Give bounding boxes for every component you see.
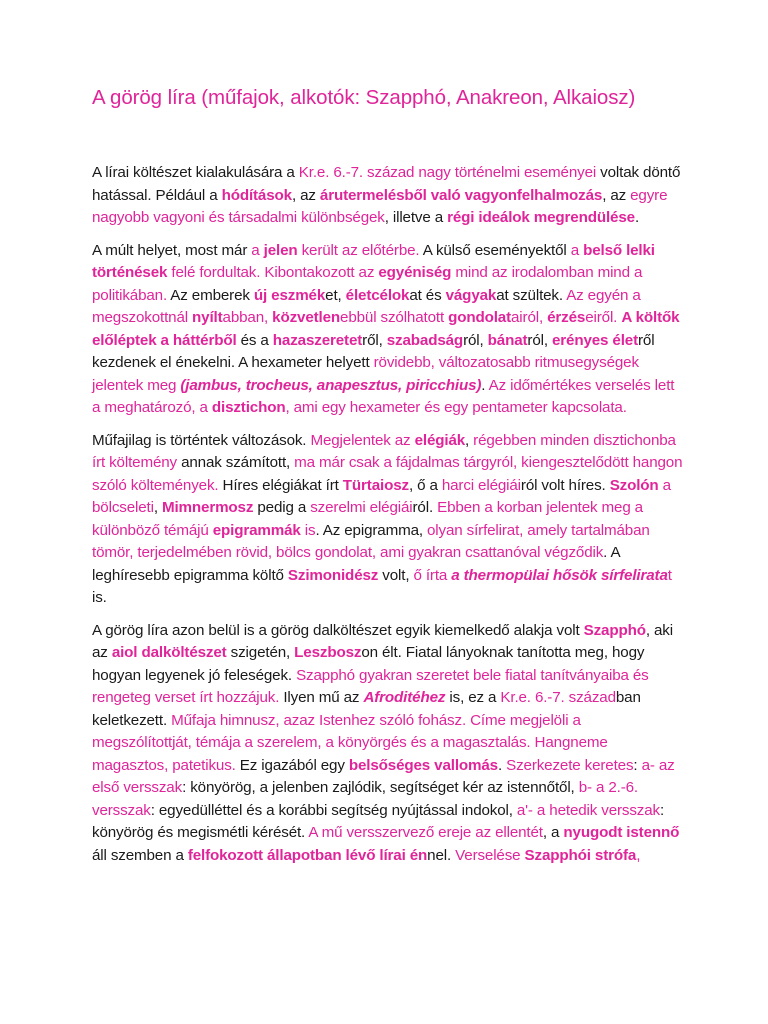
paragraph (92, 620, 684, 868)
paragraph (92, 430, 684, 610)
highlighted-text-run: olyan sírfelirat, amely tartalmában tömör, terjedelmében rövid, bölcs gondolat, ami gyakran csattanóval végződik (92, 521, 650, 561)
text-run: at szültek. (496, 286, 567, 304)
highlighted-text-run: gondolat (448, 309, 512, 326)
text-run: ről kezdenek el énekelni. A hexameter helyett (92, 331, 655, 371)
highlighted-text-run: Szerkezete keretes (506, 756, 634, 774)
page-title: A görög líra (műfajok, alkotók: Szapphó, Anakreon, Alkaiosz) (92, 86, 636, 109)
highlighted-text-run: b- a 2.-6. versszak (92, 779, 638, 819)
highlighted-text-run: felé fordultak. Kibontakozott az (167, 264, 379, 281)
text-run: : (633, 756, 642, 774)
highlighted-text-run: Türtaiosz (342, 476, 409, 494)
highlighted-text-run: Szapphó gyakran szeretet bele fiatal tanítványaiba és rengeteg verset írt hozzájuk. (92, 666, 649, 706)
highlighted-text-run: a- az első versszak (92, 756, 675, 796)
text-run: ról volt híres. (520, 476, 610, 494)
highlighted-text-run: új eszmék (253, 286, 326, 304)
highlighted-text-run: szabadság (386, 331, 464, 349)
highlighted-text-run: egyre nagyobb vagyoni és társadalmi különbségek (92, 186, 668, 226)
highlighted-text-run: airól, (511, 309, 548, 326)
highlighted-text-run: Mimnermosz (161, 499, 254, 516)
highlighted-text-run: felfokozott állapotban lévő lírai én (187, 846, 428, 864)
text-run: et, (325, 286, 346, 304)
text-run: is, ez a (445, 689, 501, 706)
highlighted-text-run: ebbül szólhatott (340, 309, 449, 326)
text-run: áll szemben a (92, 846, 188, 864)
text-run: Híres elégiákat írt (218, 476, 343, 494)
highlighted-text-run: harci elégiái (441, 476, 521, 494)
highlighted-text-run: belső lelki történések (92, 241, 655, 281)
highlighted-text-run: A mű versszervező ereje az ellentét (308, 824, 543, 841)
text-run: voltak döntő hatással. Például a (92, 164, 681, 204)
highlighted-text-run: erényes élet (551, 331, 638, 349)
text-run: ról, (463, 331, 488, 349)
text-run: , illetve a (384, 209, 448, 226)
text-run: Ilyen mű az (279, 689, 364, 706)
highlighted-text-run: Megjelentek az (310, 431, 415, 449)
highlighted-text-run: Műfaja himnusz, azaz Istenhez szóló fohász. Címe megjelöli a megszólítottját, témája a szerelem, a könyörgés és a magasztalás. Hangneme magasztos, patetikus. (92, 711, 608, 774)
highlighted-text-run: Afroditéhez (363, 689, 446, 706)
text-run: és a (236, 331, 273, 349)
text-run: . Az epigramma, (315, 521, 428, 539)
text-run: is. (92, 589, 107, 606)
highlighted-text-run: nyílt (192, 309, 223, 326)
highlighted-text-run: t (667, 566, 672, 584)
paragraph (92, 240, 684, 420)
highlighted-text-run: hazaszeretet (272, 331, 363, 349)
text-run: , az (602, 186, 631, 204)
text-run: ról, (527, 331, 552, 349)
highlighted-text-run: Az egyén a megszokottnál (92, 286, 641, 326)
highlighted-text-run: mind az irodalomban mind a politikában. (92, 264, 643, 304)
text-run: , a (542, 824, 564, 841)
highlighted-text-run: egyéniség (378, 264, 452, 281)
text-run: volt, (378, 566, 414, 584)
text-run: ről, (362, 331, 387, 349)
highlighted-text-run: Szimonidész (287, 566, 379, 584)
highlighted-text-run: árutermelésből való vagyonfelhalmozás (319, 186, 603, 204)
highlighted-text-run: a (570, 241, 584, 259)
highlighted-text-run: epigrammák (212, 521, 301, 539)
text-run: on élt. Fiatal lányoknak tanította meg, hogy hogyan legyenek jó feleségek. (92, 644, 645, 684)
highlighted-text-run: Verselése (455, 846, 525, 864)
text-run: nel. (427, 846, 456, 864)
highlighted-text-run: Szapphó (583, 621, 646, 639)
highlighted-text-run: , (636, 846, 641, 864)
paragraph (92, 162, 684, 230)
text-run: A külső eseményektől (419, 241, 571, 259)
highlighted-text-run: ő írta (413, 566, 452, 584)
highlighted-text-run: Szapphói strófa (524, 846, 637, 864)
text-run: : könyörög és megismétli kérését. (92, 801, 665, 841)
highlighted-text-run: Leszbosz (294, 644, 362, 661)
text-run: ról. (412, 499, 438, 516)
highlighted-text-run: elégiák (414, 431, 466, 449)
highlighted-text-run: Kr.e. 6.-7. század nagy történelmi eseményei (298, 164, 597, 181)
document-body (92, 162, 684, 877)
highlighted-text-run: abban, (222, 309, 273, 326)
text-run: Műfajilag is történtek változások. (92, 431, 311, 449)
highlighted-text-run: rövidebb, változatosabb ritmusegységek jelentek meg (92, 354, 639, 394)
highlighted-text-run: Kr.e. 6.-7. század (500, 689, 616, 706)
highlighted-text-run: , ami egy hexameter és egy pentameter kapcsolata. (285, 399, 627, 416)
text-run: , (153, 499, 162, 516)
highlighted-text-run: szerelmi elégiái (310, 499, 413, 516)
highlighted-text-run: Szolón (609, 476, 659, 494)
text-run: szigetén, (226, 644, 295, 661)
highlighted-text-run: közvetlen (272, 309, 341, 326)
text-run: annak számított, (177, 454, 295, 471)
text-run: , az (291, 186, 320, 204)
highlighted-text-run: disztichon (211, 399, 286, 416)
highlighted-text-run: A költők előléptek a háttérből (92, 309, 680, 349)
highlighted-text-run: régi ideálok megrendülése (447, 209, 635, 226)
text-run: . (634, 209, 640, 226)
text-run: , (465, 431, 474, 449)
highlighted-text-run: a'- a hetedik versszak (516, 801, 660, 819)
text-run: A görög líra azon belül is a görög dalköltészet egyik kiemelkedő alakja volt (92, 621, 584, 639)
highlighted-text-run: régebben minden disztichonba írt költemény (92, 431, 676, 471)
highlighted-text-run: (jambus, trocheus, anapesztus, piricchius) (180, 376, 482, 394)
highlighted-text-run: eiről. (585, 309, 622, 326)
highlighted-text-run: bánat (487, 331, 528, 349)
text-run: A lírai költészet kialakulására a (92, 164, 299, 181)
text-run: Az emberek (167, 286, 254, 304)
text-run: . (497, 756, 507, 774)
highlighted-text-run: Az időmértékes verselés lett a meghatározó, a (92, 376, 675, 416)
text-run: . A leghíresebb epigramma költő (92, 544, 620, 584)
text-run: , ő a (408, 476, 442, 494)
text-run: ban keletkezett. (92, 689, 641, 729)
highlighted-text-run: életcélok (345, 286, 410, 304)
text-run: Ez igazából egy (235, 756, 349, 774)
text-run: A múlt helyet, most már (92, 241, 252, 259)
highlighted-text-run: a (251, 241, 264, 259)
highlighted-text-run: a bölcseleti (92, 476, 671, 516)
highlighted-text-run: belsőséges vallomás (348, 756, 498, 774)
highlighted-text-run: Ebben a korban jelentek meg a különböző témájú (92, 499, 643, 539)
highlighted-text-run: nyugodt istennő (563, 824, 680, 841)
text-run: at és (409, 286, 446, 304)
highlighted-text-run: jelen (263, 241, 298, 259)
text-run: , aki az (92, 621, 673, 661)
highlighted-text-run: került az előtérbe. (297, 241, 420, 259)
highlighted-text-run: vágyak (445, 286, 497, 304)
highlighted-text-run: hódítások (221, 186, 292, 204)
highlighted-text-run: aiol dalköltészet (111, 644, 227, 661)
highlighted-text-run: érzés (547, 309, 586, 326)
text-run: pedig a (253, 499, 311, 516)
text-run: . (481, 376, 489, 394)
highlighted-text-run: ma már csak a fájdalmas tárgyról, kiengesztelődött hangon szóló költemények. (92, 454, 683, 494)
text-run: : könyörög, a jelenben zajlódik, segítséget kér az istennőtől, (182, 779, 579, 796)
text-run: : egyedülléttel és a korábbi segítség nyújtással indokol, (150, 801, 517, 819)
highlighted-text-run: is (300, 521, 316, 539)
highlighted-text-run: a thermopülai hősök sírfelirata (451, 566, 668, 584)
